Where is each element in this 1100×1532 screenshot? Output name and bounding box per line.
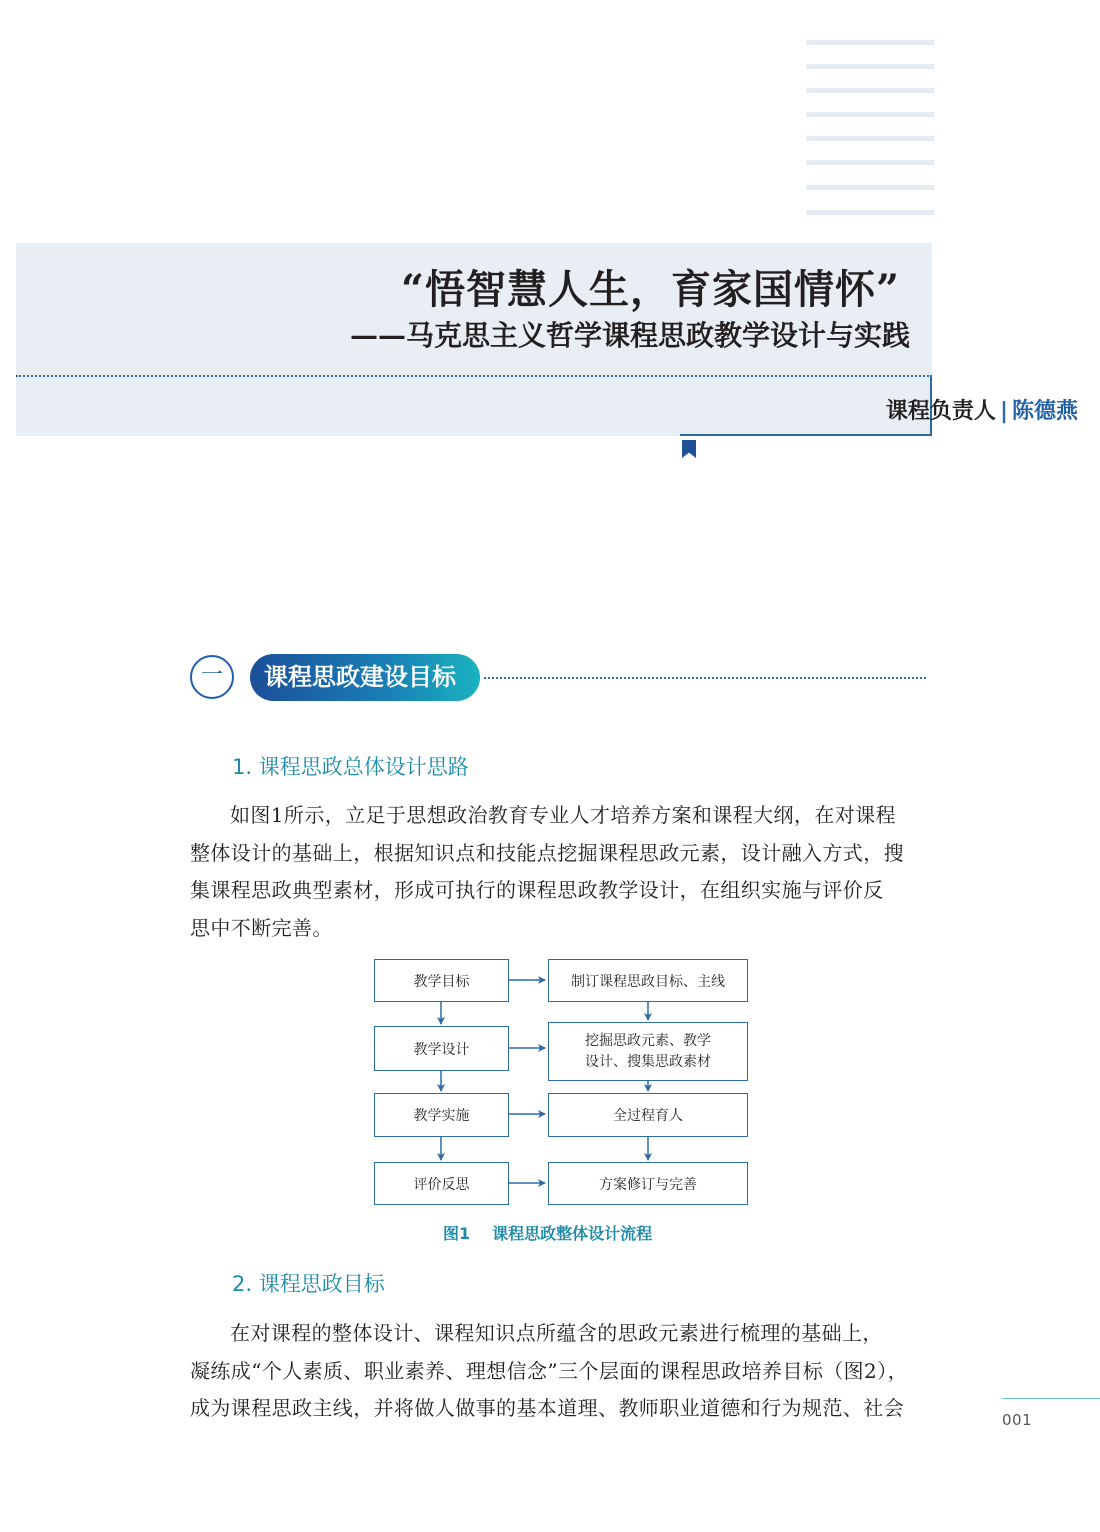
- body-paragraph-2: [190, 1315, 935, 1428]
- figure-caption: [443, 1221, 652, 1244]
- section-number-badge: 一: [190, 655, 234, 699]
- paragraph-line: 在对课程的整体设计、课程知识点所蕴含的思政元素进行梳理的基础上，: [230, 1321, 883, 1345]
- flow-step-revise: 方案修订与完善: [548, 1162, 748, 1205]
- subsection-heading-1: 1. 课程思政总体设计思路: [232, 755, 469, 779]
- figure-title: 课程思政整体设计流程: [492, 1224, 653, 1243]
- flow-step-teaching-design: 教学设计: [374, 1026, 509, 1071]
- page-number: 001: [1002, 1411, 1033, 1429]
- section-title: 课程思政建设目标: [250, 654, 480, 701]
- figure-label: 图1: [443, 1224, 471, 1243]
- paragraph-line: 凝练成“个人素质、职业素养、理想信念”三个层面的课程思政培养目标（图2），: [190, 1358, 908, 1383]
- page-title: “悟智慧人生，育家国情怀”: [400, 266, 900, 313]
- flow-step-mine-elements: 挖掘思政元素、教学 设计、搜集思政素材: [548, 1022, 748, 1081]
- page-number-rule: [1002, 1398, 1100, 1399]
- author-label: 课程负责人: [885, 399, 996, 424]
- paragraph-line: 如图1所示，立足于思想政治教育专业人才培养方案和课程大纲，在对课程: [230, 803, 896, 827]
- flow-step-teaching-implementation: 教学实施: [374, 1093, 509, 1137]
- page-subtitle: ——马克思主义哲学课程思政教学设计与实践: [349, 319, 910, 352]
- flow-step-evaluation: 评价反思: [374, 1162, 509, 1205]
- flow-step-whole-process: 全过程育人: [548, 1093, 748, 1137]
- paragraph-line: 整体设计的基础上，根据知识点和技能点挖掘课程思政元素，设计融入方式，搜: [190, 840, 904, 865]
- subsection-heading-2: 2. 课程思政目标: [232, 1272, 385, 1296]
- author-separator: |: [999, 399, 1008, 424]
- paragraph-line: 思中不断完善。: [190, 915, 333, 940]
- author-name: 陈德燕: [1011, 399, 1078, 424]
- flow-step-set-goals: 制订课程思政目标、主线: [548, 959, 748, 1002]
- paragraph-line: 集课程思政典型素材，形成可执行的课程思政教学设计，在组织实施与评价反: [190, 878, 884, 902]
- paragraph-line: 成为课程思政主线，并将做人做事的基本道理、教师职业道德和行为规范、社会: [190, 1396, 904, 1420]
- flow-step-teaching-goal: 教学目标: [374, 959, 509, 1002]
